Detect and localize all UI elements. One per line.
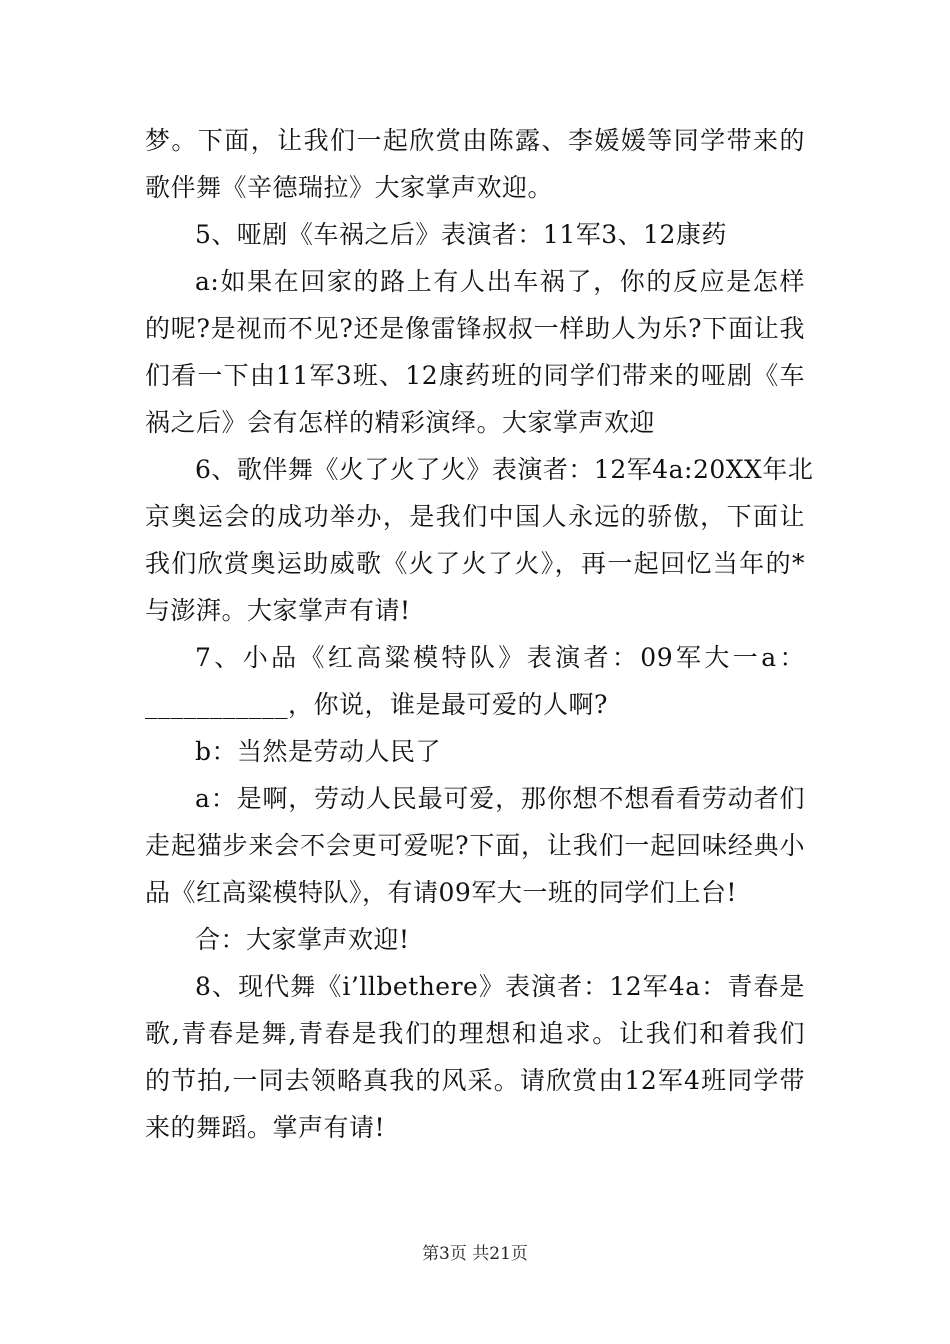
body-line-18: 合：大家掌声欢迎! — [195, 925, 410, 954]
body-line-17: 品《红高粱模特队》，有请09军大一班的同学们上台! — [145, 878, 737, 907]
body-line-10: 我们欣赏奥运助威歌《火了火了火》，再一起回忆当年的* — [145, 549, 805, 578]
body-line-7: 祸之后》会有怎样的精彩演绎。大家掌声欢迎 — [145, 408, 656, 437]
body-line-14: b：当然是劳动人民了 — [195, 737, 442, 766]
body-line-11: 与澎湃。大家掌声有请! — [145, 596, 411, 625]
program-item-6-heading: 6、歌伴舞《火了火了火》表演者：12军4a:20XX年北 — [195, 455, 814, 484]
body-line-5: 的呢?是视而不见?还是像雷锋叔叔一样助人为乐?下面让我 — [145, 314, 805, 343]
program-item-7-heading: 7、小品《红高粱模特队》表演者：09军大一a： — [195, 643, 805, 672]
body-line-15: a：是啊，劳动人民最可爱，那你想不想看看劳动者们 — [195, 784, 805, 813]
body-line-4: a:如果在回家的路上有人出车祸了，你的反应是怎样 — [195, 267, 805, 296]
program-item-5-heading: 5、哑剧《车祸之后》表演者：11军3、12康药 — [195, 220, 727, 249]
body-line-1: 梦。下面，让我们一起欣赏由陈露、李媛媛等同学带来的 — [145, 126, 805, 155]
body-line-13: ___________，你说，谁是最可爱的人啊? — [145, 690, 608, 719]
program-item-8-heading: 8、现代舞《i’llbethere》表演者：12军4a：青春是 — [195, 972, 805, 1001]
body-line-21: 的节拍,一同去领略真我的风采。请欣赏由12军4班同学带 — [145, 1066, 805, 1095]
body-line-2: 歌伴舞《辛德瑞拉》大家掌声欢迎。 — [145, 173, 554, 202]
body-line-20: 歌,青春是舞,青春是我们的理想和追求。让我们和着我们 — [145, 1019, 805, 1048]
page-number-footer: 第3页 共21页 — [422, 1244, 528, 1264]
body-line-22: 来的舞蹈。掌声有请! — [145, 1113, 386, 1142]
body-line-6: 们看一下由11军3班、12康药班的同学们带来的哑剧《车 — [145, 361, 805, 390]
body-line-9: 京奥运会的成功举办，是我们中国人永远的骄傲，下面让 — [145, 502, 805, 531]
body-line-16: 走起猫步来会不会更可爱呢?下面，让我们一起回味经典小 — [145, 831, 805, 860]
